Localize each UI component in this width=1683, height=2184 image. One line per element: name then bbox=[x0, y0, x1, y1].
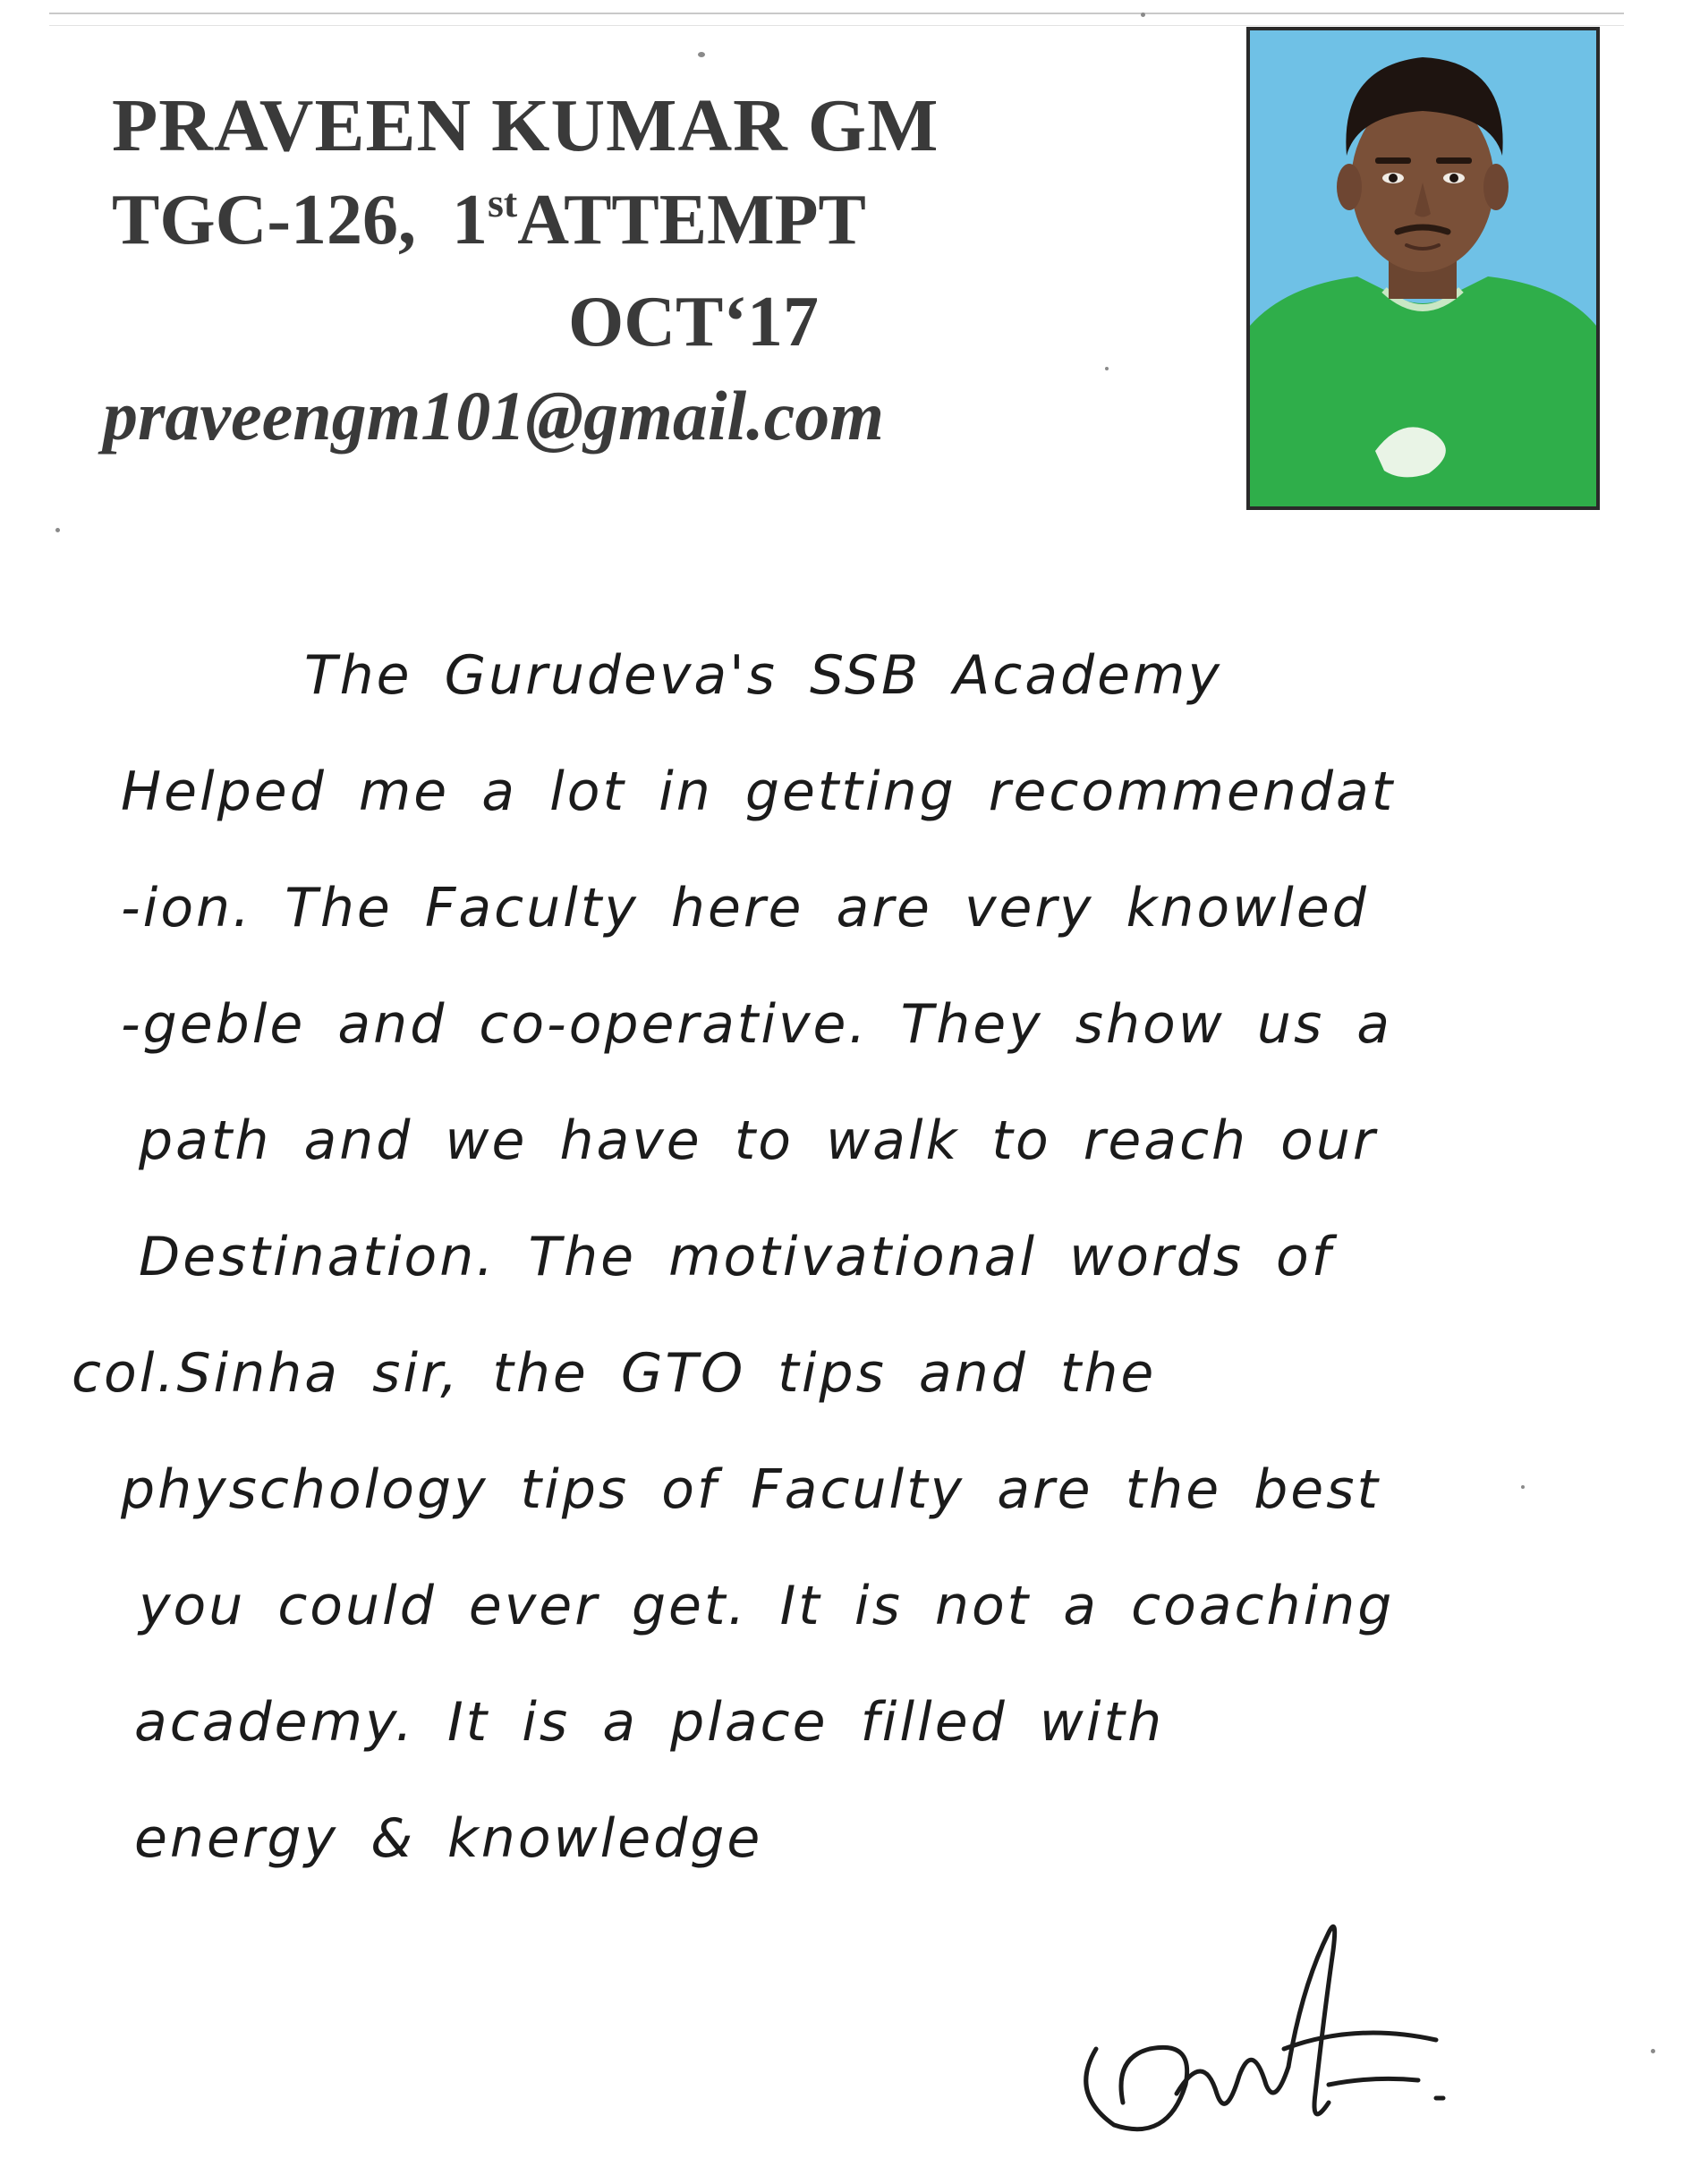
attempt-suffix: st bbox=[488, 180, 518, 225]
scan-speck bbox=[1105, 367, 1109, 370]
letter-line: -ion. The Faculty here are very knowled bbox=[121, 877, 1369, 939]
letter-line: you could ever get. It is not a coaching bbox=[139, 1575, 1395, 1637]
signature-icon bbox=[1060, 1915, 1472, 2147]
letter-line: Destination. The motivational words of bbox=[139, 1226, 1333, 1288]
scan-speck bbox=[1521, 1485, 1525, 1489]
top-border-line bbox=[49, 13, 1624, 14]
top-border-line-inner bbox=[49, 25, 1624, 26]
attempt-label: ATTEMPT bbox=[517, 181, 866, 259]
email-address: praveengm101@gmail.com bbox=[103, 377, 884, 455]
scan-speck bbox=[55, 528, 60, 532]
letter-line: physchology tips of Faculty are the best bbox=[121, 1458, 1381, 1521]
candidate-name: PRAVEEN KUMAR GM bbox=[112, 84, 939, 167]
course-attempt bbox=[112, 179, 866, 261]
candidate-photo bbox=[1246, 27, 1600, 510]
scan-speck bbox=[1651, 2049, 1655, 2053]
letter-line: energy & knowledge bbox=[134, 1807, 763, 1870]
course-entry: TGC-126, bbox=[112, 181, 416, 259]
letter-line: path and we have to walk to reach our bbox=[139, 1109, 1378, 1172]
attempt-number: 1 bbox=[452, 181, 488, 259]
scan-speck bbox=[698, 52, 705, 57]
attempt-date: OCT‘17 bbox=[568, 283, 819, 361]
scan-speck bbox=[1141, 13, 1145, 17]
letter-line: Helped me a lot in getting recommendat bbox=[121, 761, 1396, 823]
portrait-image bbox=[1250, 30, 1596, 506]
letter-line: -geble and co-operative. They show us a bbox=[121, 993, 1393, 1056]
letter-line: col.Sinha sir, the GTO tips and the bbox=[72, 1342, 1157, 1405]
letter-line: academy. It is a place filled with bbox=[134, 1691, 1165, 1754]
letter-line: The Gurudeva's SSB Academy bbox=[304, 644, 1223, 707]
